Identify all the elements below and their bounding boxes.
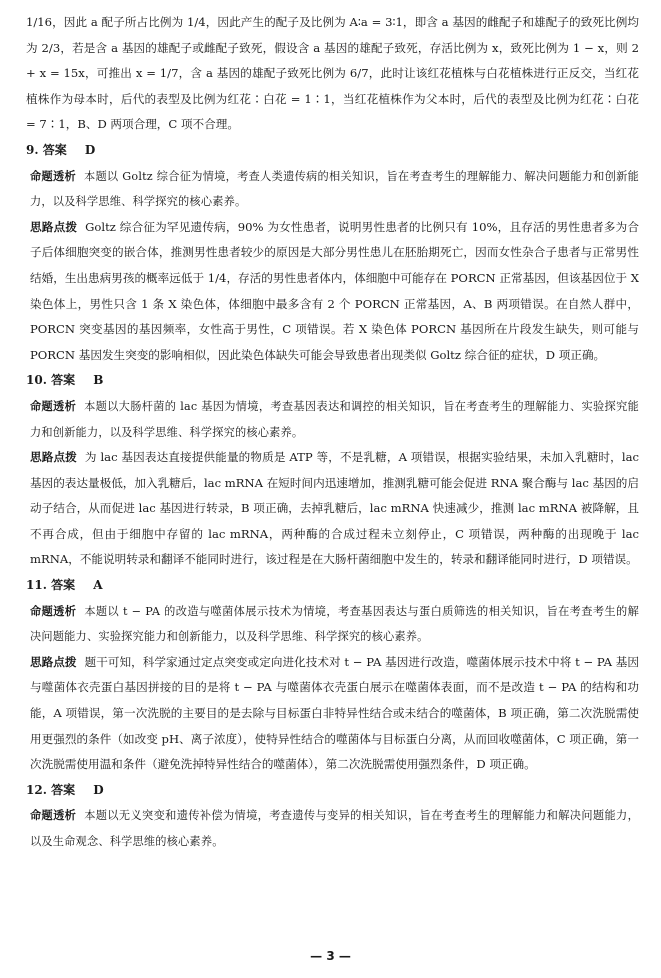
hint-text: 题干可知，科学家通过定点突变或定向进化技术对 t − PA 基因进行改造，噬菌体展示技术中将 t − PA 基因与噬菌体衣壳蛋白基因拼接的目的是将 t − PA 与噬菌体衣壳蛋白展示在噬菌体表面，而不是改造 t − PA 的结构和功能，A 项错误，第一次洗脱的主要目的是去除与目标蛋白非特异性结合或未结合的噬菌体，B 项正确，第二次洗脱需使用更强烈的条件（如改变 pH、离子浓度），使特异性结合的噬菌体与目标蛋白分离，从而回收噬菌体，C 项正确，第一次洗脱需使用温和条件（避免洗掉特异性结合的噬菌体），第二次洗脱需使用强烈条件，D 项正确。 — [30, 654, 639, 772]
hint-paragraph — [26, 445, 639, 573]
analysis-text: 本题以大肠杆菌的 lac 基因为情境，考查基因表达和调控的相关知识，旨在考查考生的理解能力、实验探究能力和创新能力，以及科学思维、科学探究的核心素养。 — [30, 399, 639, 439]
intro-paragraph: 1/16，因此 a 配子所占比例为 1/4，因此产生的配子及比例为 A∶a = 3∶1，即含 a 基因的雌配子和雄配子的致死比例均为 2/3，若是含 a 基因的雄配子或雌配子致死，假设含 a 基因的雄配子致死，存活比例为 x，致死比例为 1 − x，则 2 + x = 15x，可推出 x = 1/7，含 a 基因的雄配子致死比例为 6/7，此时让该红花植株与白花植株进行正反交，当红花植株作为母本时，后代的表型及比例为红花∶白花 = 1∶1，当红花植株作为父本时，后代的表型及比例为红花∶白花 = 7∶1，B、D 两项合理，C 项不合理。 — [26, 15, 639, 132]
analysis-label: 命题透析 — [30, 604, 77, 618]
hint-label: 思路点拨 — [30, 219, 78, 234]
answer-value: B — [93, 373, 104, 388]
answer-value: A — [93, 578, 103, 593]
analysis-label: 命题透析 — [30, 399, 77, 413]
analysis-text: 本题以无义突变和遗传补偿为情境，考查遗传与变异的相关知识，旨在考查考生的理解能力和解决问题能力，以及生命观念、科学思维的核心素养。 — [30, 809, 639, 848]
hint-text: Goltz 综合征为罕见遗传病，90% 为女性患者，说明男性患者的比例只有 10%，且存活的男性患者多为合子后体细胞突变的嵌合体，推测男性患者较少的原因是大部分男性患儿在胚胎期死亡，因而女性杂合子患者与正常男性结婚，生出患病男孩的概率远低于 1/4，存活的男性患者体内，体细胞中可能存在 PORCN 正常基因，但该基因位于 X 染色体上，男性只含 1 条 X 染色体，体细胞中最多含有 2 个 PORCN 正常基因，A、B 两项错误。在自然人群中，PORCN 突变基因的基因频率，女性高于男性，C 项错误。若 X 染色体 PORCN 基因所在片段发生缺失，则可能与 PORCN 基因发生突变的影响相似，因此染色体缺失可能会导致患者出现类似 Goltz 综合征的症状，D 项正确。 — [30, 219, 639, 362]
analysis-text: 本题以 Goltz 综合征为情境，考查人类遗传病的相关知识，旨在考查考生的理解能力、解决问题能力和创新能力，以及科学思维、科学探究的核心素养。 — [30, 169, 640, 209]
answer-label: 答案 — [51, 373, 76, 388]
page-number: — 3 — — [310, 949, 351, 963]
answer-label: 答案 — [42, 142, 67, 157]
hint-paragraph — [26, 650, 639, 778]
analysis-label: 命题透析 — [30, 169, 76, 183]
hint-text: 为 lac 基因表达直接提供能量的物质是 ATP 等，不是乳糖，A 项错误，根据实验结果，未加入乳糖时，lac 基因的表达量极低，加入乳糖后，lac mRNA 在短时间内迅速增加，推测乳糖可能会促进 RNA 聚合酶与 lac 基因的启动子结合，从而促进 lac 基因进行转录，B 项正确，去掉乳糖后，lac mRNA 快速减少，推测 lac mRNA 被降解，且不再合成，但由于细胞中存留的 lac mRNA，两种酶的合成过程未立刻停止，C 项错误，两种酶的出现晚于 lac mRNA，不能说明转录和翻译不能同时进行，该过程是在大肠杆菌细胞中发生的，转录和翻译能同时进行，D 项错误。 — [30, 450, 639, 567]
question-header — [26, 573, 639, 599]
question-header — [26, 368, 639, 394]
question-10 — [26, 368, 639, 573]
hint-label: 思路点拨 — [30, 654, 77, 669]
question-number: 10. — [26, 373, 47, 388]
question-9 — [26, 138, 639, 368]
question-number: 9. — [26, 142, 39, 157]
question-12 — [26, 778, 639, 855]
analysis-paragraph — [26, 803, 639, 854]
analysis-text: 本题以 t − PA 的改造与噬菌体展示技术为情境，考查基因表达与蛋白质筛选的相关知识，旨在考查考生的解决问题能力、实验探究能力和创新能力，以及科学思维、科学探究的核心素养。 — [30, 604, 639, 644]
question-11 — [26, 573, 639, 778]
question-number: 11. — [26, 578, 47, 593]
analysis-paragraph — [26, 394, 639, 445]
question-header — [26, 778, 639, 804]
answer-value: D — [93, 782, 104, 797]
question-header — [26, 138, 639, 164]
answer-label: 答案 — [51, 578, 76, 593]
analysis-paragraph — [26, 164, 639, 215]
answer-label: 答案 — [51, 782, 76, 797]
answer-value: D — [84, 142, 96, 157]
analysis-label: 命题透析 — [30, 809, 77, 823]
analysis-paragraph — [26, 599, 639, 650]
hint-label: 思路点拨 — [30, 450, 77, 465]
hint-paragraph — [26, 215, 639, 369]
question-number: 12. — [26, 782, 47, 797]
